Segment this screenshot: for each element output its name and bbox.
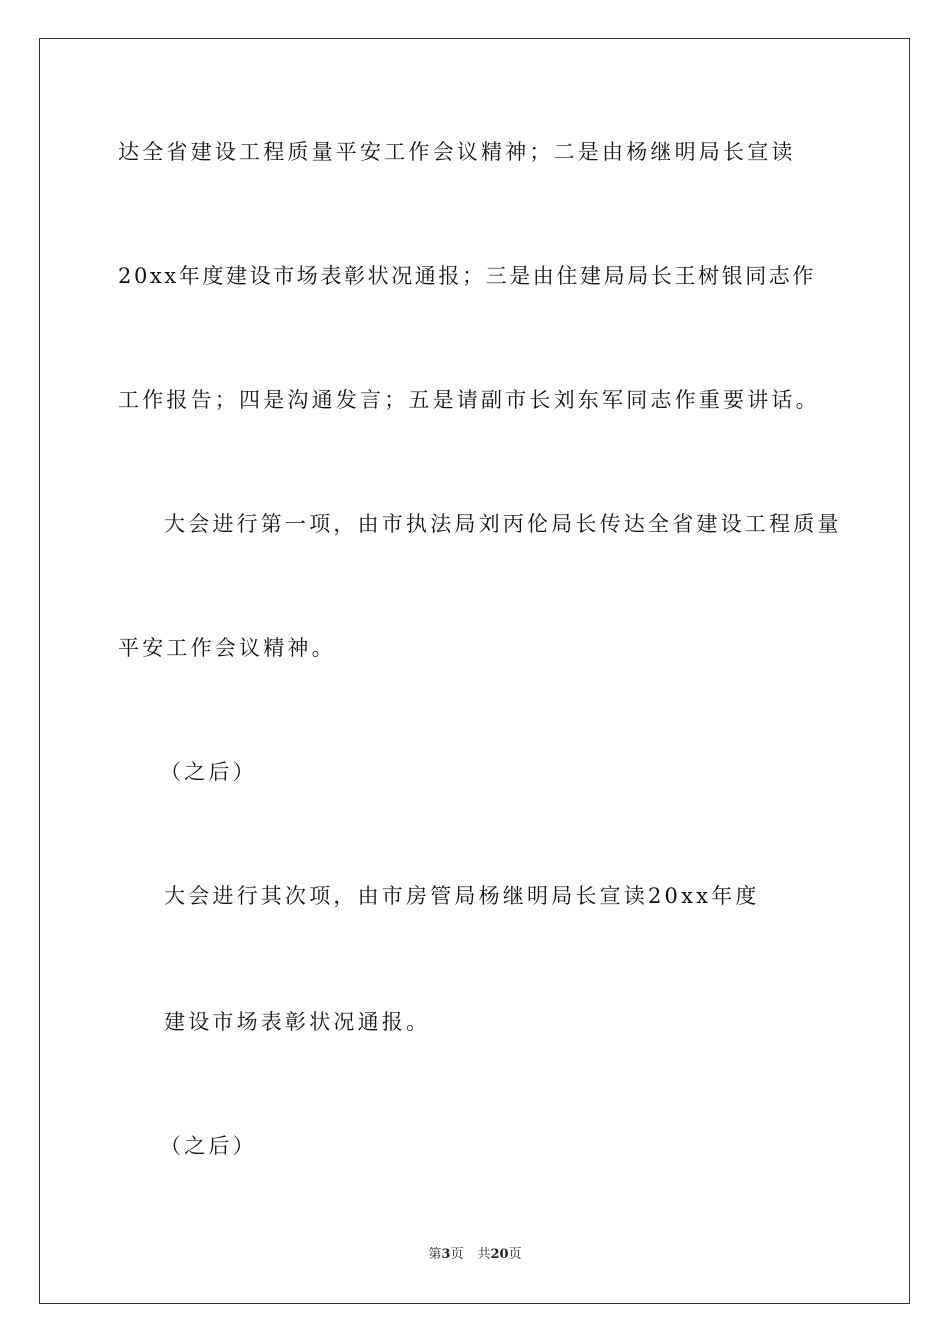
body-line-4: 大会进行第一项，由市执法局刘丙伦局长传达全省建设工程质量 [164, 512, 842, 536]
page-footer [0, 1247, 950, 1263]
footer-page-suffix: 页 [450, 1247, 464, 1262]
page-frame [39, 38, 910, 1304]
body-line-6: （之后） [160, 760, 257, 784]
footer-page-current: 3 [441, 1247, 451, 1262]
body-line-7: 大会进行其次项，由市房管局杨继明局长宣读20xx年度 [164, 884, 760, 908]
footer-total-suffix: 页 [508, 1247, 522, 1262]
body-line-8: 建设市场表彰状况通报。 [164, 1010, 431, 1034]
body-line-3: 工作报告；四是沟通发言；五是请副市长刘东军同志作重要讲话。 [118, 388, 820, 412]
body-line-9: （之后） [160, 1134, 257, 1158]
footer-page-total: 20 [490, 1247, 509, 1262]
body-line-5: 平安工作会议精神。 [118, 636, 336, 660]
body-line-1: 达全省建设工程质量平安工作会议精神；二是由杨继明局长宣读 [118, 140, 796, 164]
footer-page-prefix: 第 [428, 1247, 442, 1262]
footer-total-prefix: 共 [477, 1247, 491, 1262]
body-line-2: 20xx年度建设市场表彰状况通报；三是由住建局局长王树银同志作 [118, 264, 817, 288]
